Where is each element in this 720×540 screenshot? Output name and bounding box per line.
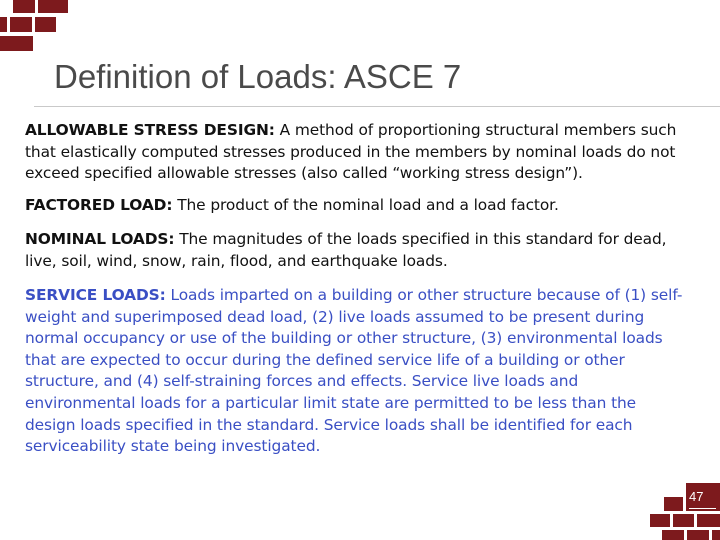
brick-tile bbox=[664, 497, 683, 511]
slide-title: Definition of Loads: ASCE 7 bbox=[54, 58, 462, 95]
brick-tile bbox=[712, 530, 720, 540]
brick-tile bbox=[687, 530, 709, 540]
brick-tile bbox=[38, 0, 68, 13]
definition-text: Loads imparted on a building or other structure because of (1) self-weight and superimposed dead load, (2) live loads assumed to be present during normal occupancy or use of the building or other structure, (3) environmental loads that are expected to occur during the defined service life of a building or other structure, and (4) self-straining forces and effects. Service live loads and environmental loads for a particular limit state are permitted to be less than the design loads specified in the standard. Service loads shall be identified for each serviceability state being investigated. bbox=[25, 286, 683, 456]
definition-text: The product of the nominal load and a load factor. bbox=[172, 196, 559, 214]
definition-allowable-stress-design bbox=[25, 120, 691, 185]
page-number: 47 bbox=[689, 489, 704, 504]
definition-term: SERVICE LOADS: bbox=[25, 286, 166, 304]
definition-text: A method of proportioning structural members such that elastically computed stresses produced in the members by nominal loads do not exceed specified allowable stresses (also called “working stress design”). bbox=[25, 121, 677, 183]
brick-tile bbox=[10, 17, 32, 32]
brick-tile bbox=[13, 0, 35, 13]
definition-text: The magnitudes of the loads specified in this standard for dead, live, soil, wind, snow, rain, flood, and earthquake loads. bbox=[25, 230, 667, 270]
brick-tile bbox=[35, 17, 56, 32]
definition-term: ALLOWABLE STRESS DESIGN: bbox=[25, 121, 275, 139]
brick-tile bbox=[0, 36, 33, 51]
brick-tile bbox=[697, 514, 720, 527]
brick-tile bbox=[662, 530, 684, 540]
brick-tile bbox=[0, 17, 7, 32]
page-number-underline bbox=[689, 508, 716, 509]
definition-term: NOMINAL LOADS: bbox=[25, 230, 175, 248]
title-underline bbox=[34, 106, 720, 107]
definition-factored-load bbox=[25, 195, 691, 217]
definition-term: FACTORED LOAD: bbox=[25, 196, 173, 214]
brick-tile bbox=[650, 514, 670, 527]
definition-nominal-loads bbox=[25, 229, 691, 272]
definition-service-loads bbox=[25, 285, 691, 458]
brick-tile bbox=[673, 514, 694, 527]
